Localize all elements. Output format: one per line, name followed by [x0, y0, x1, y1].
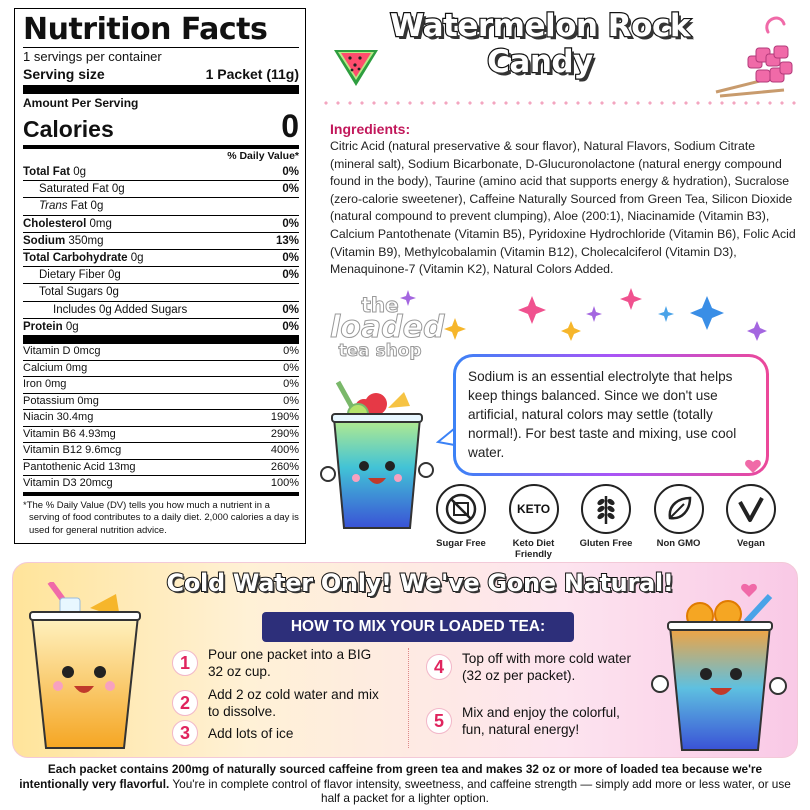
step-4 [426, 650, 636, 684]
serving-size-value: 1 Packet (11g) [205, 66, 299, 82]
heart-icon [744, 458, 762, 474]
calories-value: 0 [281, 108, 299, 144]
vitamin-row [23, 442, 299, 459]
step-number: 2 [172, 690, 198, 716]
step-text: Mix and enjoy the colorful, fun, natural energy! [462, 705, 620, 737]
serving-size [23, 65, 299, 83]
nutrient-dv: 0% [282, 252, 299, 265]
nutrient-dv: 0% [282, 166, 299, 178]
nutrient-row [23, 318, 299, 335]
nutrient-dv: 13% [275, 234, 299, 247]
step-text: Add 2 oz cold water and mix to dissolve. [208, 687, 379, 719]
step-number: 4 [426, 654, 452, 680]
badge-label: Keto Diet Friendly [512, 538, 555, 560]
keto-icon [509, 484, 559, 534]
vitamin-row [23, 344, 299, 360]
badge-non-gmo [646, 484, 712, 560]
sparkles-icon [440, 286, 790, 346]
vitamin-row [23, 360, 299, 377]
nutrient-label: Saturated Fat 0g [39, 183, 125, 196]
nutrient-label: Trans Fat 0g [39, 200, 104, 213]
speech-bubble: Sodium is an essential electrolyte that helps keep things balanced. Since we don't use artificial, natural colors may settle (totally normal!). For best taste and mixing, use cool water. [456, 357, 766, 473]
vitamin-dv: 100% [270, 477, 299, 490]
vitamin-dv: 0% [283, 394, 299, 407]
wheat-icon [581, 484, 631, 534]
brand-line1: the [361, 293, 399, 317]
servings-per-container: 1 servings per container [23, 49, 162, 64]
vitamin-label: Vitamin D3 20mcg [23, 477, 113, 490]
vitamin-label: Vitamin D 0mcg [23, 345, 101, 358]
nutrient-dv: 0% [282, 320, 299, 333]
rock-candy-icon [712, 42, 796, 98]
nutrient-dv: 0% [282, 269, 299, 282]
caffeine-note [12, 762, 798, 806]
nutrient-row [23, 164, 299, 180]
vitamin-dv: 190% [270, 411, 299, 424]
no-sugar-icon [436, 484, 486, 534]
step-text: Top off with more cold water (32 oz per packet). [462, 651, 631, 683]
step-3 [172, 720, 382, 746]
caffeine-note-bold: Each packet contains 200mg of naturally sourced caffeine from green tea and makes 32 oz or more of loaded tea because we're intentionally very flavorful. [19, 762, 763, 791]
small-sparkle-icon [398, 288, 418, 308]
nutrient-row [23, 232, 299, 249]
yellow-drink-mascot-icon [20, 582, 150, 754]
nutrient-row [23, 266, 299, 283]
nutrition-facts-label [14, 8, 306, 544]
amount-per-serving: Amount Per Serving [23, 96, 139, 110]
keto-text: KETO [516, 502, 551, 516]
caffeine-note-text: You're in complete control of flavor intensity, sweetness, and caffeine strength — simply add more or less water, or use half a packet for a lighter option. [169, 776, 791, 806]
brand-line2: loaded [330, 310, 445, 345]
nutrient-label: Total Sugars 0g [39, 286, 119, 299]
fruit-drink-mascot-icon [318, 378, 440, 538]
vitamin-dv: 260% [270, 460, 299, 473]
calories-row [23, 110, 299, 142]
badge-row [428, 484, 784, 560]
vitamin-label: Vitamin B12 9.6mcg [23, 444, 122, 457]
product-title [360, 8, 720, 80]
vitamin-dv: 0% [283, 361, 299, 374]
ingredients-heading: Ingredients: [330, 121, 411, 137]
nutrient-dv: 0% [282, 217, 299, 230]
watermelon-slice-icon [330, 40, 382, 88]
how-to-mix-banner: HOW TO MIX YOUR LOADED TEA: [262, 612, 574, 642]
dotted-divider [320, 100, 800, 106]
step-number: 1 [172, 650, 198, 676]
badge-sugar-free [428, 484, 494, 560]
nutrient-dv: 0% [282, 303, 299, 316]
vitamin-label: Iron 0mg [23, 378, 67, 391]
vitamin-row [23, 393, 299, 410]
nutrient-row [23, 249, 299, 266]
vitamin-dv: 0% [283, 378, 299, 391]
nutrient-dv: 0% [282, 183, 299, 196]
daily-value-footnote: *The % Daily Value (DV) tells you how much a nutrient in a serving of food contributes to a daily diet. 2,000 calories a day is used for general nutrition advice. [23, 499, 299, 536]
vitamin-row [23, 459, 299, 476]
product-title-line1: Watermelon Rock [390, 8, 690, 44]
step-text: Add lots of ice [208, 725, 294, 741]
ingredients-text: Citric Acid (natural preservative & sour flavor), Natural Flavors, Sodium Citrate (mineral salt), Sodium Bicarbonate, D-Glucuronolactone (natural energy compound found in the body), Taurine (amino acid that supports energy & hydration), Sucralose (zero-calorie sweetener), Caffeine Naturally Sourced from Green Tea, Silicon Dioxide (natural compound to prevent clumping), Aloe (200:1), Niacinamide (Vitamin B3), Calcium Pantothenate (Vitamin B5), Pyridoxine Hydrochloride (Vitamin B6), Folic Acid (Vitamin B9), Methylcobalamin (Vitamin B12), Cholecalciferol (Vitamin D3), Menaquinone-7 (Vitamin K2), Natural Colors Added. [330, 139, 796, 277]
nutrient-row [23, 197, 299, 214]
step-2 [172, 686, 382, 720]
nutrient-row [23, 215, 299, 232]
nutrient-label: Dietary Fiber 0g [39, 269, 121, 282]
nutrient-row [23, 180, 299, 197]
step-1 [172, 646, 382, 680]
brand-line3: tea shop [338, 341, 422, 361]
badge-label: Non GMO [656, 538, 701, 549]
badge-gluten-free [573, 484, 639, 560]
vitamin-dv: 290% [270, 427, 299, 440]
vitamin-label: Pantothenic Acid 13mg [23, 460, 136, 473]
vitamin-row [23, 409, 299, 426]
swirl-decoration-icon [760, 10, 790, 40]
vitamin-row [23, 376, 299, 393]
nutrient-label: Total Fat 0g [23, 166, 87, 178]
daily-value-header: % Daily Value* [227, 150, 299, 162]
vitamin-label: Potassium 0mg [23, 394, 99, 407]
panel-title: Cold Water Only! We've Gone Natural! [166, 569, 674, 597]
badge-label: Sugar Free [436, 538, 486, 549]
nutrient-label: Total Carbohydrate 0g [23, 252, 144, 265]
nutrient-row [23, 283, 299, 300]
serving-size-label: Serving size [23, 66, 105, 82]
vegan-icon [726, 484, 776, 534]
nutrient-label: Cholesterol 0mg [23, 217, 112, 230]
steps-divider [408, 648, 409, 748]
vitamin-row [23, 475, 299, 492]
badge-label: Vegan [737, 538, 765, 549]
vitamin-label: Niacin 30.4mg [23, 411, 94, 424]
nutrient-label: Includes 0g Added Sugars [53, 303, 188, 316]
ingredients-section [330, 120, 800, 279]
vitamin-row [23, 426, 299, 443]
vitamin-label: Calcium 0mg [23, 361, 88, 374]
orange-drink-mascot-icon [650, 592, 790, 756]
nutrient-label: Sodium 350mg [23, 234, 104, 247]
calories-label: Calories [23, 116, 114, 142]
step-5 [426, 704, 636, 738]
badge-keto [501, 484, 567, 560]
product-title-line2: Candy [487, 44, 593, 80]
nutrient-row [23, 301, 299, 318]
step-number: 5 [426, 708, 452, 734]
vitamin-dv: 0% [283, 345, 299, 358]
step-number: 3 [172, 720, 198, 746]
nutrition-title: Nutrition Facts [23, 12, 268, 47]
step-text: Pour one packet into a BIG 32 oz cup. [208, 647, 372, 679]
badge-vegan [718, 484, 784, 560]
badge-label: Gluten Free [579, 538, 633, 549]
leaf-icon [654, 484, 704, 534]
nutrient-label: Protein 0g [23, 320, 79, 333]
vitamin-dv: 400% [270, 444, 299, 457]
vitamin-label: Vitamin B6 4.93mg [23, 427, 116, 440]
